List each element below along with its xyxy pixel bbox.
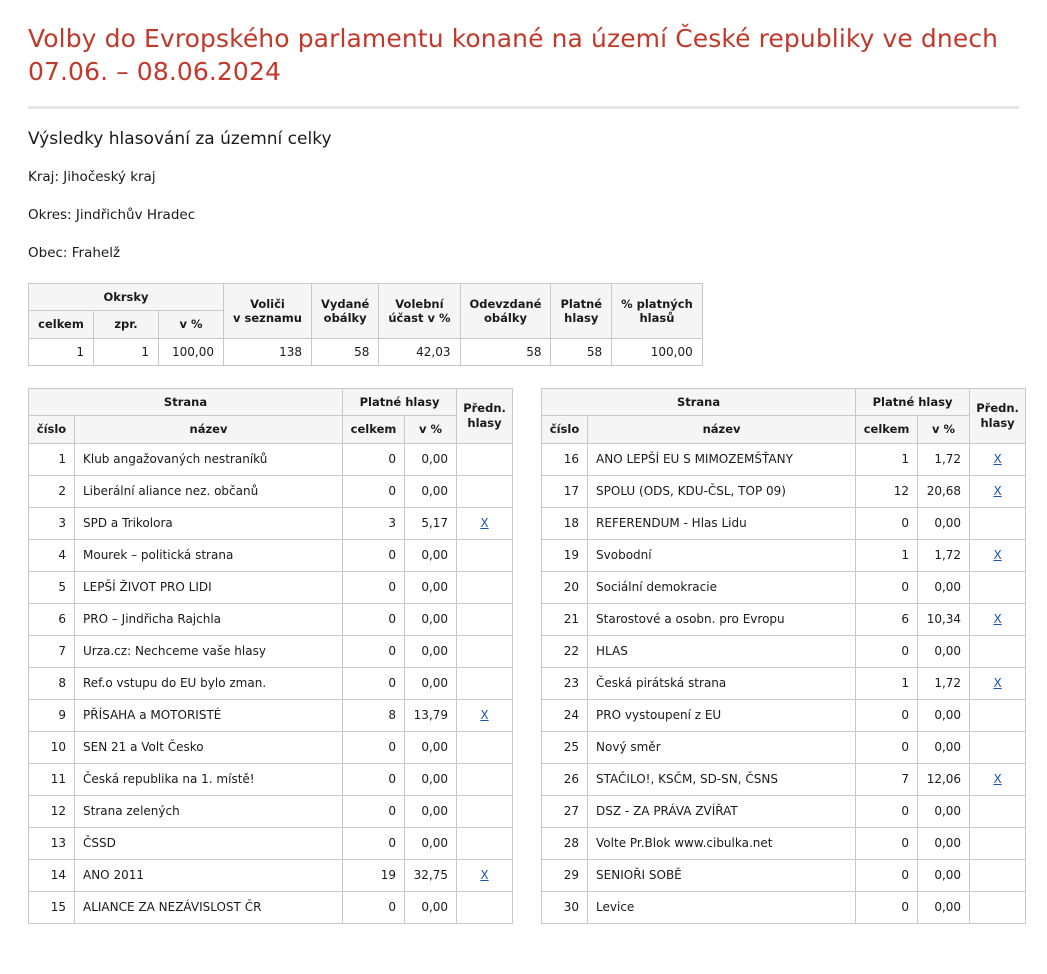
cell-party-name: Ref.o vstupu do EU bylo zman.: [75, 667, 343, 699]
cell-party-number: 19: [542, 539, 588, 571]
cell-pref-votes: [970, 699, 1026, 731]
header-voters-in-list: [224, 284, 312, 339]
cell-party-votes-pct: 0,00: [405, 827, 457, 859]
subheader-party-name: název: [75, 416, 343, 443]
cell-party-votes: 0: [343, 571, 405, 603]
cell-party-name: Sociální demokracie: [588, 571, 856, 603]
cell-party-name: Česká republika na 1. místě!: [75, 763, 343, 795]
cell-party-votes: 0: [856, 699, 918, 731]
cell-pref-votes: [457, 827, 513, 859]
cell-voters-in-list: 138: [224, 338, 312, 365]
cell-returned-envelopes: 58: [460, 338, 551, 365]
cell-party-name: LEPŠÍ ŽIVOT PRO LIDI: [75, 571, 343, 603]
cell-party-votes: 0: [343, 827, 405, 859]
cell-party-votes-pct: 13,79: [405, 699, 457, 731]
cell-party-votes-pct: 1,72: [918, 667, 970, 699]
header-valid-votes-line2: hlasy: [564, 310, 599, 325]
table-subheader-row: [542, 416, 1026, 443]
table-row: [542, 795, 1026, 827]
cell-party-name: PRO vystoupení z EU: [588, 699, 856, 731]
header-valid-votes-pct: [612, 284, 703, 339]
cell-party-name: SEN 21 a Volt Česko: [75, 731, 343, 763]
cell-party-number: 4: [29, 539, 75, 571]
table-row: [542, 731, 1026, 763]
cell-party-name: Levice: [588, 891, 856, 923]
cell-party-votes-pct: 0,00: [918, 635, 970, 667]
cell-pref-votes: [970, 635, 1026, 667]
subheader-votes-total: celkem: [343, 416, 405, 443]
header-party: Strana: [29, 388, 343, 415]
cell-party-votes: 0: [856, 891, 918, 923]
cell-party-number: 21: [542, 603, 588, 635]
header-issued-envelopes-line1: Vydané: [320, 296, 370, 311]
cell-party-votes-pct: 0,00: [405, 443, 457, 475]
cell-party-name: REFERENDUM - Hlas Lidu: [588, 507, 856, 539]
cell-party-name: DSZ - ZA PRÁVA ZVÍŘAT: [588, 795, 856, 827]
cell-party-name: HLAS: [588, 635, 856, 667]
header-valid-votes: [551, 284, 612, 339]
cell-party-votes: 0: [343, 795, 405, 827]
cell-party-number: 28: [542, 827, 588, 859]
cell-party-votes-pct: 0,00: [405, 571, 457, 603]
cell-party-votes: 0: [343, 763, 405, 795]
cell-pref-votes: [457, 475, 513, 507]
cell-party-votes: 0: [343, 603, 405, 635]
cell-party-number: 1: [29, 443, 75, 475]
cell-valid-votes: 58: [551, 338, 612, 365]
cell-party-votes: 0: [856, 827, 918, 859]
table-header-row: [29, 388, 513, 415]
cell-turnout-pct: 42,03: [379, 338, 460, 365]
cell-pref-votes: [457, 667, 513, 699]
table-row: [542, 891, 1026, 923]
cell-party-number: 2: [29, 475, 75, 507]
subheader-districts-processed: zpr.: [94, 311, 159, 338]
cell-party-votes: 0: [856, 571, 918, 603]
cell-party-number: 24: [542, 699, 588, 731]
cell-districts-total: 1: [29, 338, 94, 365]
header-okrsky: Okrsky: [29, 284, 224, 311]
cell-pref-votes: [457, 539, 513, 571]
header-valid-votes: Platné hlasy: [343, 388, 457, 415]
cell-pref-votes[interactable]: [970, 763, 1026, 795]
header-pref-votes-line2: hlasy: [467, 415, 502, 430]
pref-votes-link[interactable]: X: [993, 484, 1002, 498]
cell-party-name: Mourek – politická strana: [75, 539, 343, 571]
cell-party-votes: 3: [343, 507, 405, 539]
cell-party-name: Starostové a osobn. pro Evropu: [588, 603, 856, 635]
header-pref-votes: [970, 388, 1026, 443]
subheader-votes-total: celkem: [856, 416, 918, 443]
cell-pref-votes: [970, 859, 1026, 891]
cell-party-name: PRO – Jindřicha Rajchla: [75, 603, 343, 635]
cell-party-votes-pct: 0,00: [405, 635, 457, 667]
cell-party-name: Strana zelených: [75, 795, 343, 827]
cell-party-votes: 1: [856, 539, 918, 571]
cell-party-votes: 0: [856, 859, 918, 891]
table-row: [29, 699, 513, 731]
table-row: [542, 667, 1026, 699]
cell-party-votes-pct: 12,06: [918, 763, 970, 795]
table-row: [29, 338, 703, 365]
cell-pref-votes: [970, 731, 1026, 763]
cell-party-votes-pct: 0,00: [405, 891, 457, 923]
cell-pref-votes: [457, 763, 513, 795]
table-header-row: [542, 388, 1026, 415]
cell-party-number: 26: [542, 763, 588, 795]
cell-valid-votes-pct: 100,00: [612, 338, 703, 365]
cell-party-name: Liberální aliance nez. občanů: [75, 475, 343, 507]
table-row: [542, 859, 1026, 891]
header-returned-envelopes-line1: Odevzdané: [469, 296, 542, 311]
region-label: Kraj: Jihočeský kraj: [28, 169, 156, 185]
cell-party-name: Svobodní: [588, 539, 856, 571]
cell-pref-votes: [970, 571, 1026, 603]
header-pref-votes-line1: Předn.: [463, 401, 506, 416]
section-title: Výsledky hlasování za územní celky: [28, 129, 332, 149]
header-turnout-pct-line2: účast v %: [388, 310, 451, 325]
header-party: Strana: [542, 388, 856, 415]
table-row: [29, 795, 513, 827]
title-divider: [28, 106, 1019, 109]
table-row: [29, 443, 513, 475]
cell-party-number: 29: [542, 859, 588, 891]
cell-pref-votes: [457, 891, 513, 923]
cell-party-votes: 0: [343, 667, 405, 699]
party-rows-right: [542, 443, 1026, 923]
cell-party-votes-pct: 1,72: [918, 539, 970, 571]
party-rows-left: [29, 443, 513, 923]
cell-party-votes: 7: [856, 763, 918, 795]
cell-pref-votes[interactable]: [457, 859, 513, 891]
cell-party-number: 22: [542, 635, 588, 667]
header-valid-votes-line1: Platné: [560, 296, 603, 311]
header-issued-envelopes-line2: obálky: [323, 310, 367, 325]
table-row: [542, 507, 1026, 539]
cell-party-votes: 0: [343, 891, 405, 923]
table-header-row: [29, 284, 703, 311]
cell-party-votes-pct: 0,00: [405, 475, 457, 507]
cell-pref-votes: [457, 571, 513, 603]
cell-party-name: ANO 2011: [75, 859, 343, 891]
table-row: [542, 699, 1026, 731]
table-row: [29, 539, 513, 571]
table-row: [542, 571, 1026, 603]
table-row: [29, 667, 513, 699]
cell-pref-votes[interactable]: [970, 443, 1026, 475]
cell-party-name: STAČILO!, KSČM, SD-SN, ČSNS: [588, 763, 856, 795]
table-row: [542, 827, 1026, 859]
subheader-votes-pct: v %: [405, 416, 457, 443]
table-row: [542, 539, 1026, 571]
cell-party-name: Česká pirátská strana: [588, 667, 856, 699]
cell-pref-votes[interactable]: [970, 603, 1026, 635]
cell-pref-votes[interactable]: [457, 507, 513, 539]
cell-party-number: 6: [29, 603, 75, 635]
header-turnout-pct: [379, 284, 460, 339]
header-returned-envelopes: [460, 284, 551, 339]
cell-party-name: ČSSD: [75, 827, 343, 859]
cell-pref-votes[interactable]: [970, 667, 1026, 699]
table-row: [542, 475, 1026, 507]
table-row: [29, 859, 513, 891]
cell-party-votes-pct: 1,72: [918, 443, 970, 475]
header-pref-votes: [457, 388, 513, 443]
cell-party-votes: 0: [856, 635, 918, 667]
table-row: [542, 763, 1026, 795]
cell-party-votes: 0: [343, 475, 405, 507]
cell-party-number: 15: [29, 891, 75, 923]
pref-votes-link[interactable]: X: [993, 772, 1002, 786]
cell-party-name: ANO LEPŠÍ EU S MIMOZEMŠŤANY: [588, 443, 856, 475]
cell-party-name: SPD a Trikolora: [75, 507, 343, 539]
pref-votes-link[interactable]: X: [480, 516, 489, 530]
table-row: [542, 443, 1026, 475]
cell-party-votes: 0: [856, 731, 918, 763]
party-results-table-right: [541, 388, 1026, 924]
cell-party-votes-pct: 0,00: [918, 827, 970, 859]
cell-party-name: SENIOŘI SOBĚ: [588, 859, 856, 891]
pref-votes-link[interactable]: X: [993, 612, 1002, 626]
cell-party-number: 9: [29, 699, 75, 731]
cell-party-votes-pct: 0,00: [405, 539, 457, 571]
table-row: [29, 827, 513, 859]
pref-votes-link[interactable]: X: [480, 708, 489, 722]
cell-pref-votes: [457, 603, 513, 635]
cell-pref-votes[interactable]: [970, 539, 1026, 571]
cell-party-number: 11: [29, 763, 75, 795]
cell-party-number: 16: [542, 443, 588, 475]
cell-party-votes: 0: [343, 443, 405, 475]
cell-party-votes-pct: 0,00: [405, 795, 457, 827]
header-valid-votes: Platné hlasy: [856, 388, 970, 415]
cell-issued-envelopes: 58: [311, 338, 378, 365]
cell-party-number: 27: [542, 795, 588, 827]
cell-party-votes: 6: [856, 603, 918, 635]
cell-party-name: PŘÍSAHA a MOTORISTÉ: [75, 699, 343, 731]
cell-party-number: 18: [542, 507, 588, 539]
cell-party-number: 14: [29, 859, 75, 891]
cell-party-number: 5: [29, 571, 75, 603]
cell-party-votes-pct: 0,00: [405, 731, 457, 763]
page-title: Volby do Evropského parlamentu konané na území České republiky ve dnech 07.06. – 08.06.2024: [28, 24, 999, 86]
header-valid-votes-pct-line2: hlasů: [639, 310, 675, 325]
cell-pref-votes: [457, 443, 513, 475]
cell-party-number: 3: [29, 507, 75, 539]
cell-party-votes-pct: 5,17: [405, 507, 457, 539]
cell-pref-votes[interactable]: [970, 475, 1026, 507]
cell-party-votes: 0: [343, 635, 405, 667]
table-row: [29, 763, 513, 795]
cell-districts-processed: 1: [94, 338, 159, 365]
header-issued-envelopes: [311, 284, 378, 339]
subheader-votes-pct: v %: [918, 416, 970, 443]
subheader-party-number: číslo: [542, 416, 588, 443]
header-voters-in-list-line1: Voliči: [250, 296, 285, 311]
subheader-party-name: název: [588, 416, 856, 443]
header-turnout-pct-line1: Volební: [395, 296, 444, 311]
subheader-districts-total: celkem: [29, 311, 94, 338]
cell-party-votes-pct: 0,00: [405, 763, 457, 795]
cell-party-number: 12: [29, 795, 75, 827]
cell-party-votes-pct: 0,00: [918, 891, 970, 923]
cell-party-name: Nový směr: [588, 731, 856, 763]
cell-party-name: ALIANCE ZA NEZÁVISLOST ČR: [75, 891, 343, 923]
turnout-summary-table: [28, 283, 703, 366]
cell-pref-votes: [457, 635, 513, 667]
cell-party-votes: 0: [343, 731, 405, 763]
cell-party-name: Volte Pr.Blok www.cibulka.net: [588, 827, 856, 859]
cell-party-votes: 0: [856, 507, 918, 539]
cell-party-name: Urza.cz: Nechceme vaše hlasy: [75, 635, 343, 667]
cell-party-number: 13: [29, 827, 75, 859]
cell-party-votes: 8: [343, 699, 405, 731]
cell-party-number: 10: [29, 731, 75, 763]
cell-party-number: 8: [29, 667, 75, 699]
cell-party-votes-pct: 0,00: [405, 603, 457, 635]
cell-party-name: SPOLU (ODS, KDU-ČSL, TOP 09): [588, 475, 856, 507]
cell-party-votes-pct: 32,75: [405, 859, 457, 891]
table-row: [29, 635, 513, 667]
cell-party-name: Klub angažovaných nestraníků: [75, 443, 343, 475]
cell-party-votes-pct: 10,34: [918, 603, 970, 635]
cell-party-votes-pct: 0,00: [918, 507, 970, 539]
cell-party-number: 25: [542, 731, 588, 763]
cell-party-number: 17: [542, 475, 588, 507]
table-subheader-row: [29, 416, 513, 443]
cell-pref-votes: [970, 827, 1026, 859]
pref-votes-link[interactable]: X: [480, 868, 489, 882]
cell-pref-votes: [970, 891, 1026, 923]
table-row: [542, 603, 1026, 635]
cell-party-votes: 19: [343, 859, 405, 891]
cell-party-number: 7: [29, 635, 75, 667]
table-row: [542, 635, 1026, 667]
subheader-districts-pct: v %: [159, 311, 224, 338]
cell-party-votes: 1: [856, 667, 918, 699]
subheader-party-number: číslo: [29, 416, 75, 443]
table-row: [29, 891, 513, 923]
cell-pref-votes[interactable]: [457, 699, 513, 731]
cell-pref-votes: [457, 795, 513, 827]
table-row: [29, 475, 513, 507]
district-label: Okres: Jindřichův Hradec: [28, 207, 196, 223]
cell-party-votes-pct: 0,00: [918, 795, 970, 827]
header-valid-votes-pct-line1: % platných: [621, 296, 693, 311]
municipality-label: Obec: Frahelž: [28, 245, 121, 261]
cell-party-votes-pct: 0,00: [918, 859, 970, 891]
header-returned-envelopes-line2: obálky: [484, 310, 527, 325]
cell-party-number: 23: [542, 667, 588, 699]
cell-party-votes-pct: 0,00: [918, 731, 970, 763]
cell-party-number: 30: [542, 891, 588, 923]
table-row: [29, 571, 513, 603]
cell-party-votes-pct: 20,68: [918, 475, 970, 507]
pref-votes-link[interactable]: X: [993, 452, 1002, 466]
cell-party-votes-pct: 0,00: [918, 699, 970, 731]
header-voters-in-list-line2: v seznamu: [233, 310, 302, 325]
party-results-tables: [28, 388, 1019, 924]
header-pref-votes-line1: Předn.: [976, 401, 1019, 416]
cell-pref-votes: [970, 507, 1026, 539]
table-row: [29, 603, 513, 635]
cell-party-votes: 12: [856, 475, 918, 507]
cell-party-number: 20: [542, 571, 588, 603]
table-row: [29, 731, 513, 763]
cell-party-votes-pct: 0,00: [405, 667, 457, 699]
pref-votes-link[interactable]: X: [993, 548, 1002, 562]
cell-districts-pct: 100,00: [159, 338, 224, 365]
table-row: [29, 507, 513, 539]
cell-party-votes: 1: [856, 443, 918, 475]
party-results-table-left: [28, 388, 513, 924]
cell-party-votes-pct: 0,00: [918, 571, 970, 603]
cell-party-votes: 0: [343, 539, 405, 571]
header-pref-votes-line2: hlasy: [980, 415, 1015, 430]
cell-pref-votes: [970, 795, 1026, 827]
cell-pref-votes: [457, 731, 513, 763]
pref-votes-link[interactable]: X: [993, 676, 1002, 690]
cell-party-votes: 0: [856, 795, 918, 827]
